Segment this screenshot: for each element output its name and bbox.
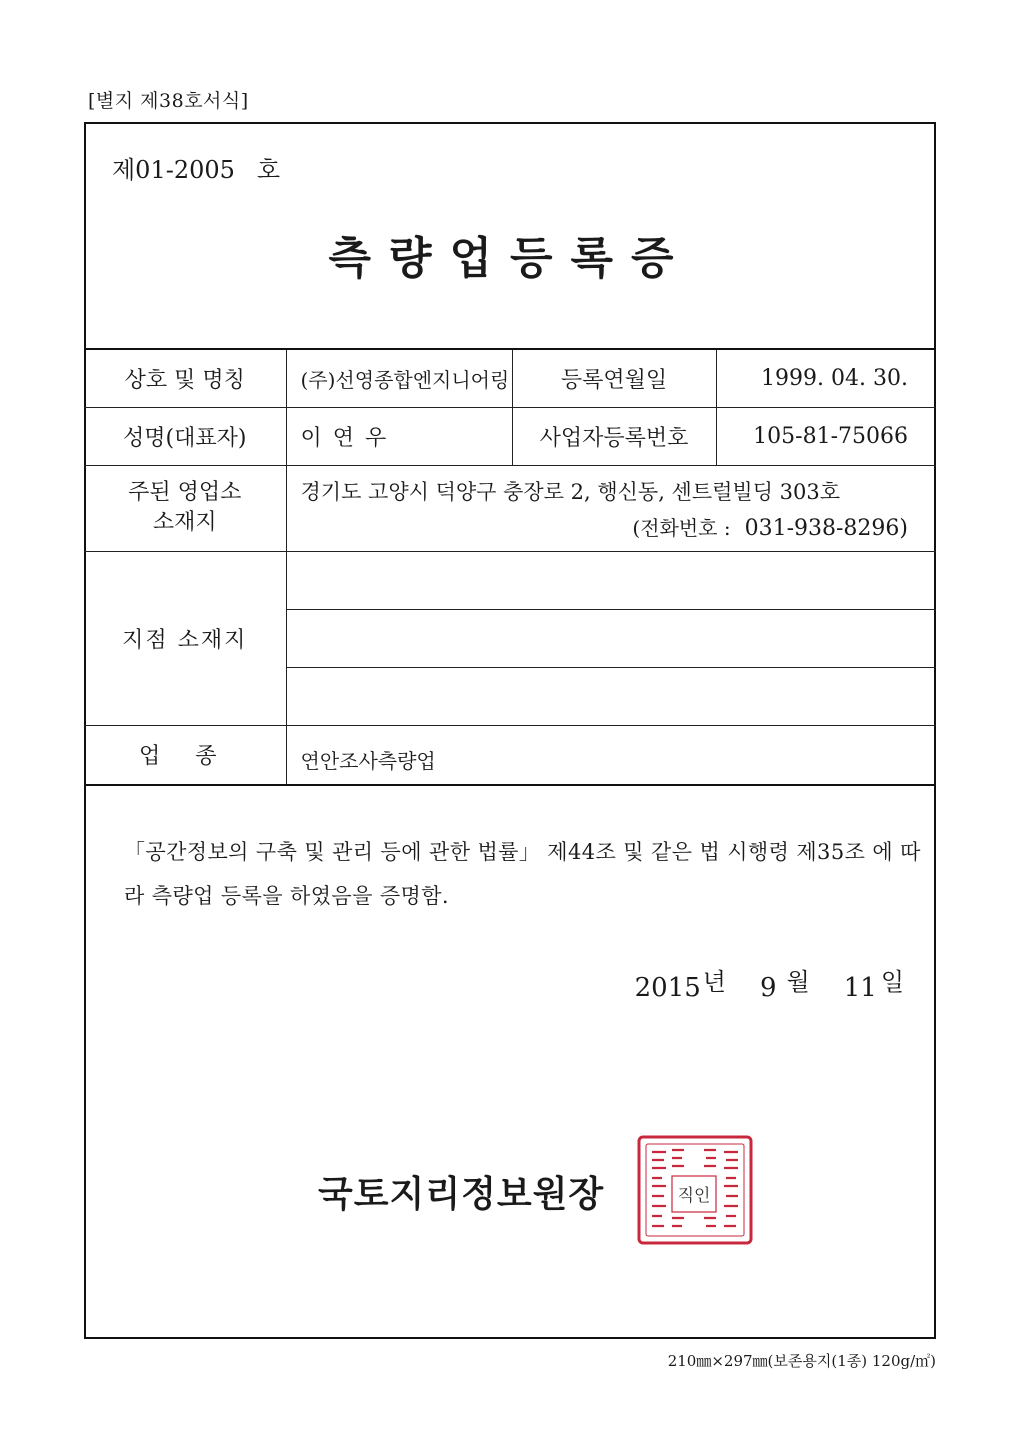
branch-office-line (286, 551, 936, 609)
branch-office-line (286, 609, 936, 667)
branch-office-label: 지점 소재지 (84, 551, 286, 725)
business-number-value: 105-81-75066 (716, 407, 936, 465)
registration-date-label: 등록연월일 (512, 349, 716, 407)
issue-year: 2015 (634, 973, 701, 1003)
company-label: 상호 및 명칭 (84, 349, 286, 407)
issue-month: 9 (759, 973, 777, 1003)
paper-specification: 210㎜×297㎜(보존용지(1종) 120g/㎡) (667, 1352, 936, 1370)
issue-date (635, 968, 904, 1003)
issue-year-unit: 년 (702, 968, 726, 996)
seal-text: 직인 (677, 1186, 711, 1206)
issue-day-unit: 일 (880, 968, 904, 996)
registration-number-value: 제01-2005 (112, 156, 235, 184)
company-value: (주)선영종합엔지니어링 (286, 349, 512, 407)
issuer-name: 국토지리정보원장 (318, 1174, 605, 1215)
registration-number-suffix: 호 (256, 156, 281, 184)
main-office-label: 주된 영업소 소재지 (84, 465, 286, 551)
main-office-cell (286, 465, 936, 551)
official-seal-icon (636, 1134, 754, 1246)
branch-office-line (286, 667, 936, 725)
representative-value: 이 연 우 (286, 407, 512, 465)
certification-statement: 「공간정보의 구축 및 관리 등에 관한 법률」 제44조 및 같은 법 시행령 제35조 에 따라 측량업 등록을 하였음을 증명함. (124, 840, 921, 908)
info-table (84, 348, 936, 786)
representative-label: 성명(대표자) (84, 407, 286, 465)
phone-number: 031-938-8296) (744, 515, 908, 541)
phone-label: (전화번호 : (632, 515, 731, 540)
certificate-title: 측량업등록증 (328, 233, 692, 284)
business-type-label: 업 종 (84, 725, 286, 785)
main-office-address: 경기도 고양시 덕양구 충장로 2, 행신동, 센트럴빌딩 303호 (300, 479, 841, 504)
registration-date-value: 1999. 04. 30. (716, 349, 936, 407)
form-label: [별지 제38호서식] (88, 90, 249, 112)
issue-day: 11 (843, 973, 877, 1003)
registration-number (112, 150, 280, 185)
issue-month-unit: 월 (786, 968, 810, 996)
business-number-label: 사업자등록번호 (512, 407, 716, 465)
phone-line (287, 512, 937, 541)
business-type-value: 연안조사측량업 (286, 725, 936, 785)
